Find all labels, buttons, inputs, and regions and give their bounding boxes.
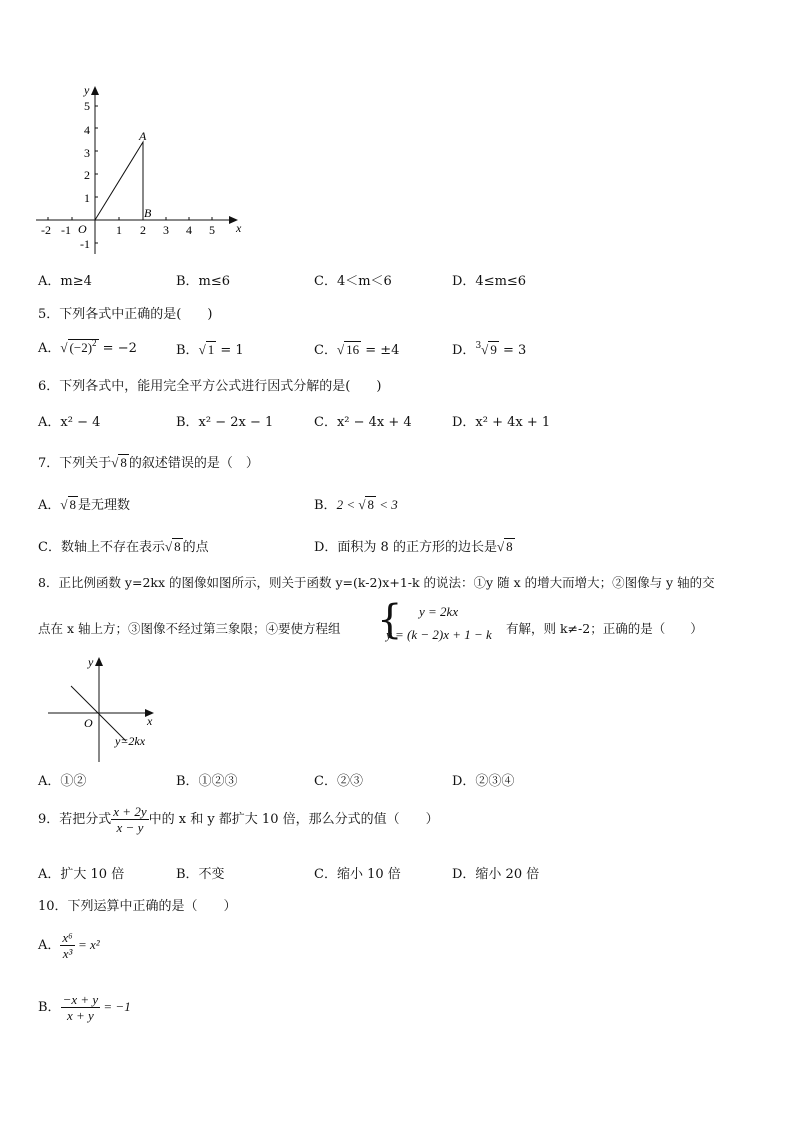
y-axis-arrow — [95, 657, 103, 666]
q10-option-b: B． $\frac{-x + y}{x + y}$ = −1 — [38, 992, 131, 1023]
system-eq-2: y = (k − 2)x + 1 − k — [386, 627, 492, 642]
q5-option-b: B．√ 1 = 1 — [176, 342, 244, 358]
y-axis-label: y — [88, 655, 94, 669]
y-tick-label: -1 — [80, 237, 90, 251]
q6-option-b: B．x² − 2x − 1 — [176, 415, 274, 430]
y-tick-label: 2 — [84, 168, 90, 182]
point-b-label: B — [144, 206, 152, 220]
q9-option-b: B．不变 — [176, 867, 225, 882]
x-tick-label: -1 — [61, 223, 71, 237]
x-tick-label: 3 — [163, 223, 169, 237]
x-tick-label: 2 — [140, 223, 146, 237]
y-tick-label: 5 — [84, 99, 90, 113]
q7-option-b: B．2 < √ 8 < 3 — [314, 497, 398, 513]
y-tick-label: 3 — [84, 146, 90, 160]
q8-option-b: B．①②③ — [176, 774, 238, 789]
q8-option-c: C．②③ — [314, 774, 363, 789]
q7-stem: 7．下列关于√ 8 的叙述错误的是（ ） — [38, 455, 259, 471]
q4-option-b: B．m≤6 — [176, 274, 231, 289]
q9-stem: 9．若把分式 $\frac{x + 2y}{x - y}$ 中的 x 和 y 都扩大 10 倍，那么分式的值（ ） — [38, 804, 439, 835]
q5-option-c: C．√ 16 = ±4 — [314, 342, 400, 358]
y-tick-label: 1 — [84, 191, 90, 205]
q8-equation-system — [377, 597, 507, 647]
x-tick-label: 5 — [209, 223, 215, 237]
figure-coordinate-plane — [34, 84, 254, 259]
x-tick-label: 1 — [116, 223, 122, 237]
q8-option-a: A．①② — [38, 774, 87, 789]
y-tick-label: 4 — [84, 123, 90, 137]
q8-stem-line1: 8．正比例函数 y=2kx 的图像如图所示，则关于函数 y=(k-2)x+1-k 的说法：①y 随 x 的增大而增大；②图像与 y 轴的交 — [38, 575, 715, 590]
q8-stem-line2-pre: 点在 x 轴上方；③图像不经过第三象限；④要使方程组 — [38, 621, 341, 636]
q10-stem: 10．下列运算中正确的是（ ） — [38, 899, 237, 914]
line-label: y=2kx — [115, 734, 146, 748]
q5-option-a: A．√ $(-2)^2 = -2$ — [38, 338, 137, 356]
q6-stem: 6．下列各式中，能用完全平方公式进行因式分解的是( ) — [38, 379, 382, 394]
q5-stem: 5．下列各式中正确的是( ) — [38, 307, 213, 322]
q9-option-c: C．缩小 10 倍 — [314, 867, 401, 882]
q6-option-c: C．x² − 4x + 4 — [314, 415, 412, 430]
q4-option-c: C．4＜m＜6 — [314, 274, 392, 289]
q9-option-d: D．缩小 20 倍 — [452, 867, 540, 882]
q4-option-d: D．4≤m≤6 — [452, 274, 527, 289]
triangle-oab — [95, 142, 143, 220]
x-tick-label: 4 — [186, 223, 192, 237]
x-axis-label: x — [147, 714, 153, 728]
q10-option-a: A． $\frac{\text{x⁶}}{\text{x³}}$ = x² — [38, 930, 100, 961]
q8-option-d: D．②③④ — [452, 774, 515, 789]
x-axis-label: x — [236, 221, 242, 235]
q9-option-a: A．扩大 10 倍 — [38, 867, 125, 882]
system-eq-1: y = 2kx — [419, 604, 459, 619]
q7-option-a: A．√ 8 是无理数 — [38, 497, 131, 513]
q8-stem-line2-post: 有解，则 k≠-2；正确的是（ ） — [506, 621, 703, 636]
q4-option-a: A．m≥4 — [38, 274, 92, 289]
q6-option-d: D．x² + 4x + 1 — [452, 415, 551, 430]
brace-icon: { — [377, 597, 403, 643]
figure-line-y2kx — [44, 652, 174, 764]
origin-label: O — [84, 716, 93, 730]
q7-option-c: C．数轴上不存在表示√ 8 的点 — [38, 539, 209, 555]
q5-option-d: D．$^3$√ 9 = 3 — [452, 341, 527, 358]
q7-option-d: D．面积为 8 的正方形的边长是√ 8 — [314, 539, 513, 555]
x-tick-label: -2 — [41, 223, 51, 237]
y-axis-label: y — [84, 84, 90, 97]
point-a-label: A — [139, 129, 147, 143]
q9-fraction: $\frac{x + 2y}{x - y}$ — [113, 804, 147, 835]
y-axis-arrow — [91, 86, 99, 95]
origin-label: O — [78, 222, 87, 236]
q6-option-a: A．x² − 4 — [38, 415, 101, 430]
